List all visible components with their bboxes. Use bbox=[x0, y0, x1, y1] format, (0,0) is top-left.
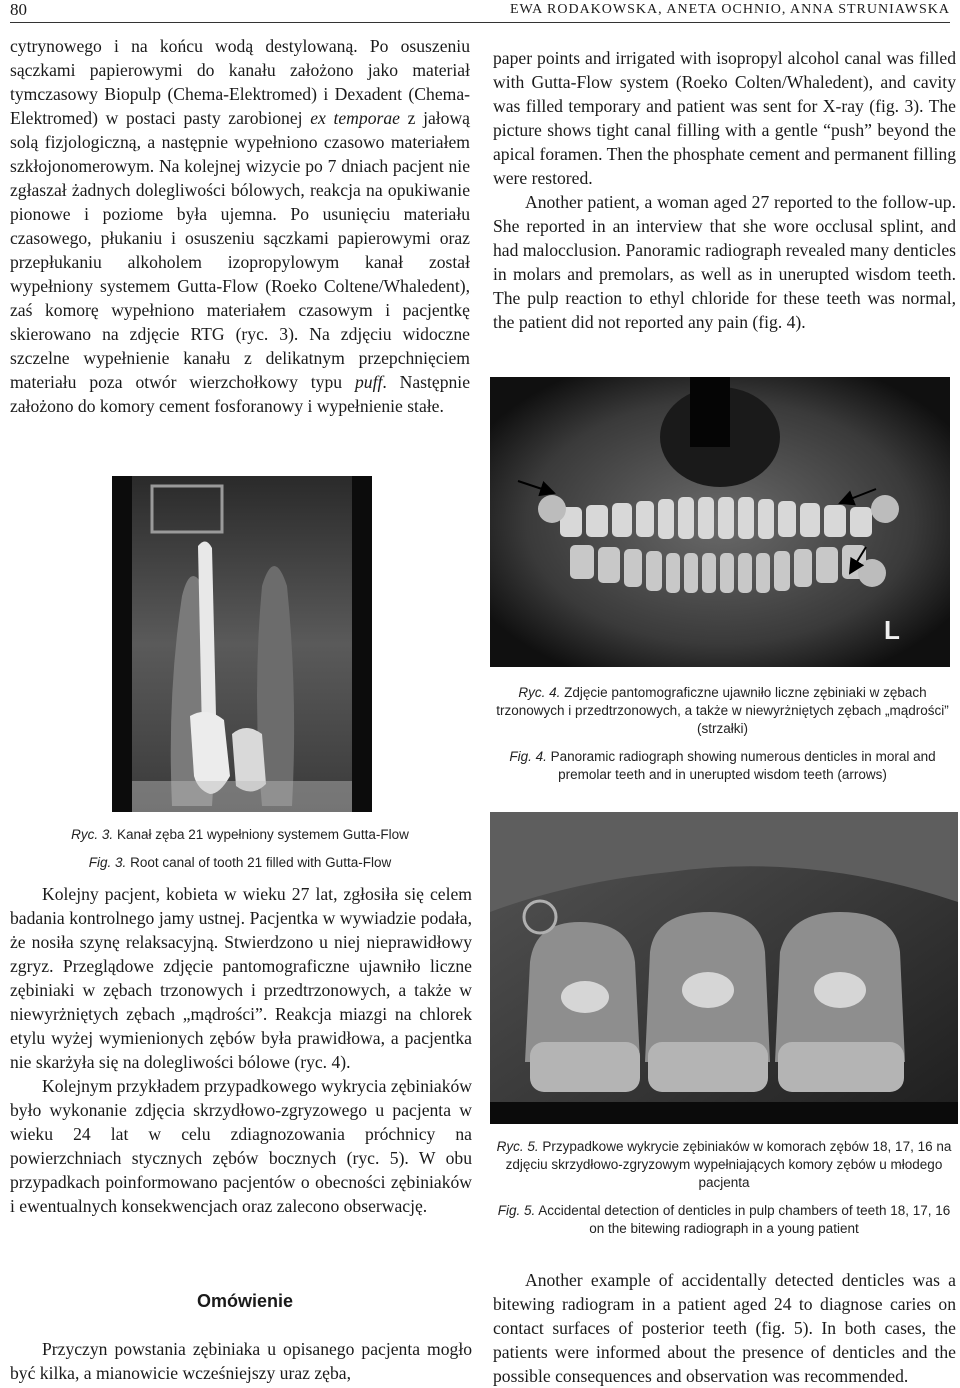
figure-4-caption-pl: Ryc. 4. Zdjęcie pantomograficzne ujawniło liczne zębiniaki w zębach trzonowych i przedtrzonowych, a także w niewyrżniętych zębach „mądrości” (strzałki) bbox=[496, 685, 949, 736]
figure-3-radiograph bbox=[112, 476, 372, 812]
figure-3-caption-en: Fig. 3. Root canal of tooth 21 filled with Gutta-Flow bbox=[88, 855, 392, 870]
figure-5-caption bbox=[490, 1138, 958, 1248]
left-paragraph-3: Kolejnym przykładem przypadkowego wykrycia zębiniaków było wykonanie zdjęcia skrzydłowo-zgryzowego u pacjenta w wieku 24 lat w celu zdiagnozowania próchnicy na powierzchniach stycznych zębów bocznych (ryc. 5). W obu przypadkach poinformowano pacjentów o obecności zębiniaków i ewentualnych konsekwencjach oraz zalecono obserwację. bbox=[10, 1076, 472, 1216]
running-header bbox=[10, 0, 950, 23]
left-column-lower bbox=[10, 882, 472, 1218]
authors-header: EWA RODAKOWSKA, ANETA OCHNIO, ANNA STRUNIAWSKA bbox=[509, 2, 950, 17]
figure-5-caption-en: Fig. 5. Accidental detection of denticles in pulp chambers of teeth 18, 17, 16 on the bitewing radiograph in a young patient bbox=[497, 1203, 951, 1236]
left-column-top bbox=[10, 34, 470, 418]
right-paragraph-1: paper points and irrigated with isopropyl alcohol canal was filled with Gutta-Flow system (Roeko Colten/Whaledent), and cavity was filled temporary and patient was sent for X-ray (fig. 3). The picture shows tight canal filling with a gentle “push” beyond the apical foramen. Then the phosphate cement and permanent filling were restored. bbox=[493, 48, 956, 188]
right-paragraph-2: Another patient, a woman aged 27 reported to the follow-up. She reported in an interview that she wore occlusal splint, and had malocclusion. Panoramic radiograph revealed many denticles in molars and premolars, as well as in unerupted wisdom teeth. The pulp reaction to ethyl chloride for these teeth was normal, the patient did not reported any pain (fig. 4). bbox=[493, 192, 956, 332]
figure-4-caption-en: Fig. 4. Panoramic radiograph showing numerous denticles in moral and premolar teeth and in unerupted wisdom teeth (arrows) bbox=[509, 749, 936, 782]
figure-5-caption-pl: Ryc. 5. Przypadkowe wykrycie zębiniaków w komorach zębów 18, 17, 16 na zdjęciu skrzydłowo-zgryzowym wypełniających komory zębów u młodego pacjenta bbox=[496, 1139, 952, 1190]
left-column-bottom bbox=[10, 1337, 472, 1385]
figure-4-caption bbox=[495, 684, 950, 794]
right-column-bottom bbox=[493, 1268, 956, 1388]
figure-3-caption-pl: Ryc. 3. Kanał zęba 21 wypełniony systemem Gutta-Flow bbox=[71, 827, 409, 842]
figure-3-caption bbox=[10, 826, 470, 882]
figure-4-radiograph bbox=[490, 377, 950, 667]
left-paragraph-4: Przyczyn powstania zębiniaka u opisanego pacjenta mogło być kilka, a mianowicie wcześniejszy uraz zęba, bbox=[10, 1339, 472, 1383]
section-heading-omowienie: Omówienie bbox=[196, 1291, 294, 1311]
right-paragraph-3: Another example of accidentally detected denticles was a bitewing radiogram in a patient aged 24 to diagnose caries on contact surfaces of posterior teeth (fig. 5). In both cases, the patients were informed about the presence of denticles and the possible consequences and observation was recommended. bbox=[493, 1270, 956, 1386]
right-column-top bbox=[493, 46, 956, 334]
figure-5-radiograph bbox=[490, 812, 958, 1124]
left-paragraph-2: Kolejny pacjent, kobieta w wieku 27 lat, zgłosiła się celem badania kontrolnego jamy ustnej. Pacjentka w wywiadzie podała, że nosiła szynę relaksacyjną. Stwierdzono u niej nieprawidłowy zgryz. Przeglądowe zdjęcie pantomograficzne ujawniło liczne zębiniaki w zębach trzonowych i przedtrzonowych, a także w niewyrżniętych zębach „mądrości”. Reakcja miazgi na chlorek etylu wyżej wymienionych zębów była prawidłowa, a pacjentka nie skarżyła się na dolegliwości bólowe (ryc. 4). bbox=[10, 884, 472, 1072]
figure-4-side-marker: L bbox=[884, 615, 900, 645]
left-paragraph-1: cytrynowego i na końcu wodą destylowaną. Po osuszeniu sączkami papierowymi do kanału założono jako materiał tymczasowy Biopulp (Chema-Elektromed) i Dexadent (Chema-Elektromed) w postaci pasty zarobionej ex temporae z jałową solą fizjologiczną, a następnie wypełniono czasowo materiałem szkłojonomerowym. Na kolejnej wizycie po 7 dniach pacjent nie zgłaszał żadnych dolegliwości bólowych, reakcja na opukiwanie pionowe i poziome była ujemna. Po usunięciu materiału czasowego, płukaniu i osuszeniu sączkami papierowymi oraz przepłukaniu alkoholem izopropylowym kanał został wypełniony systemem Gutta-Flow (Roeko Coltene/Whaledent), zaś komorę wypełniono materiałem czasowym i pacjentkę skierowano na zdjęcie RTG (ryc. 3). Na zdjęciu widoczne szczelne wypełnienie kanału z delikatnym przepchnięciem materiału poza otwór wierzchołkowy typu puff. Następnie założono do komory cement fosforanowy i wypełnienie stałe. bbox=[10, 36, 470, 416]
page-number: 80 bbox=[10, 0, 27, 19]
